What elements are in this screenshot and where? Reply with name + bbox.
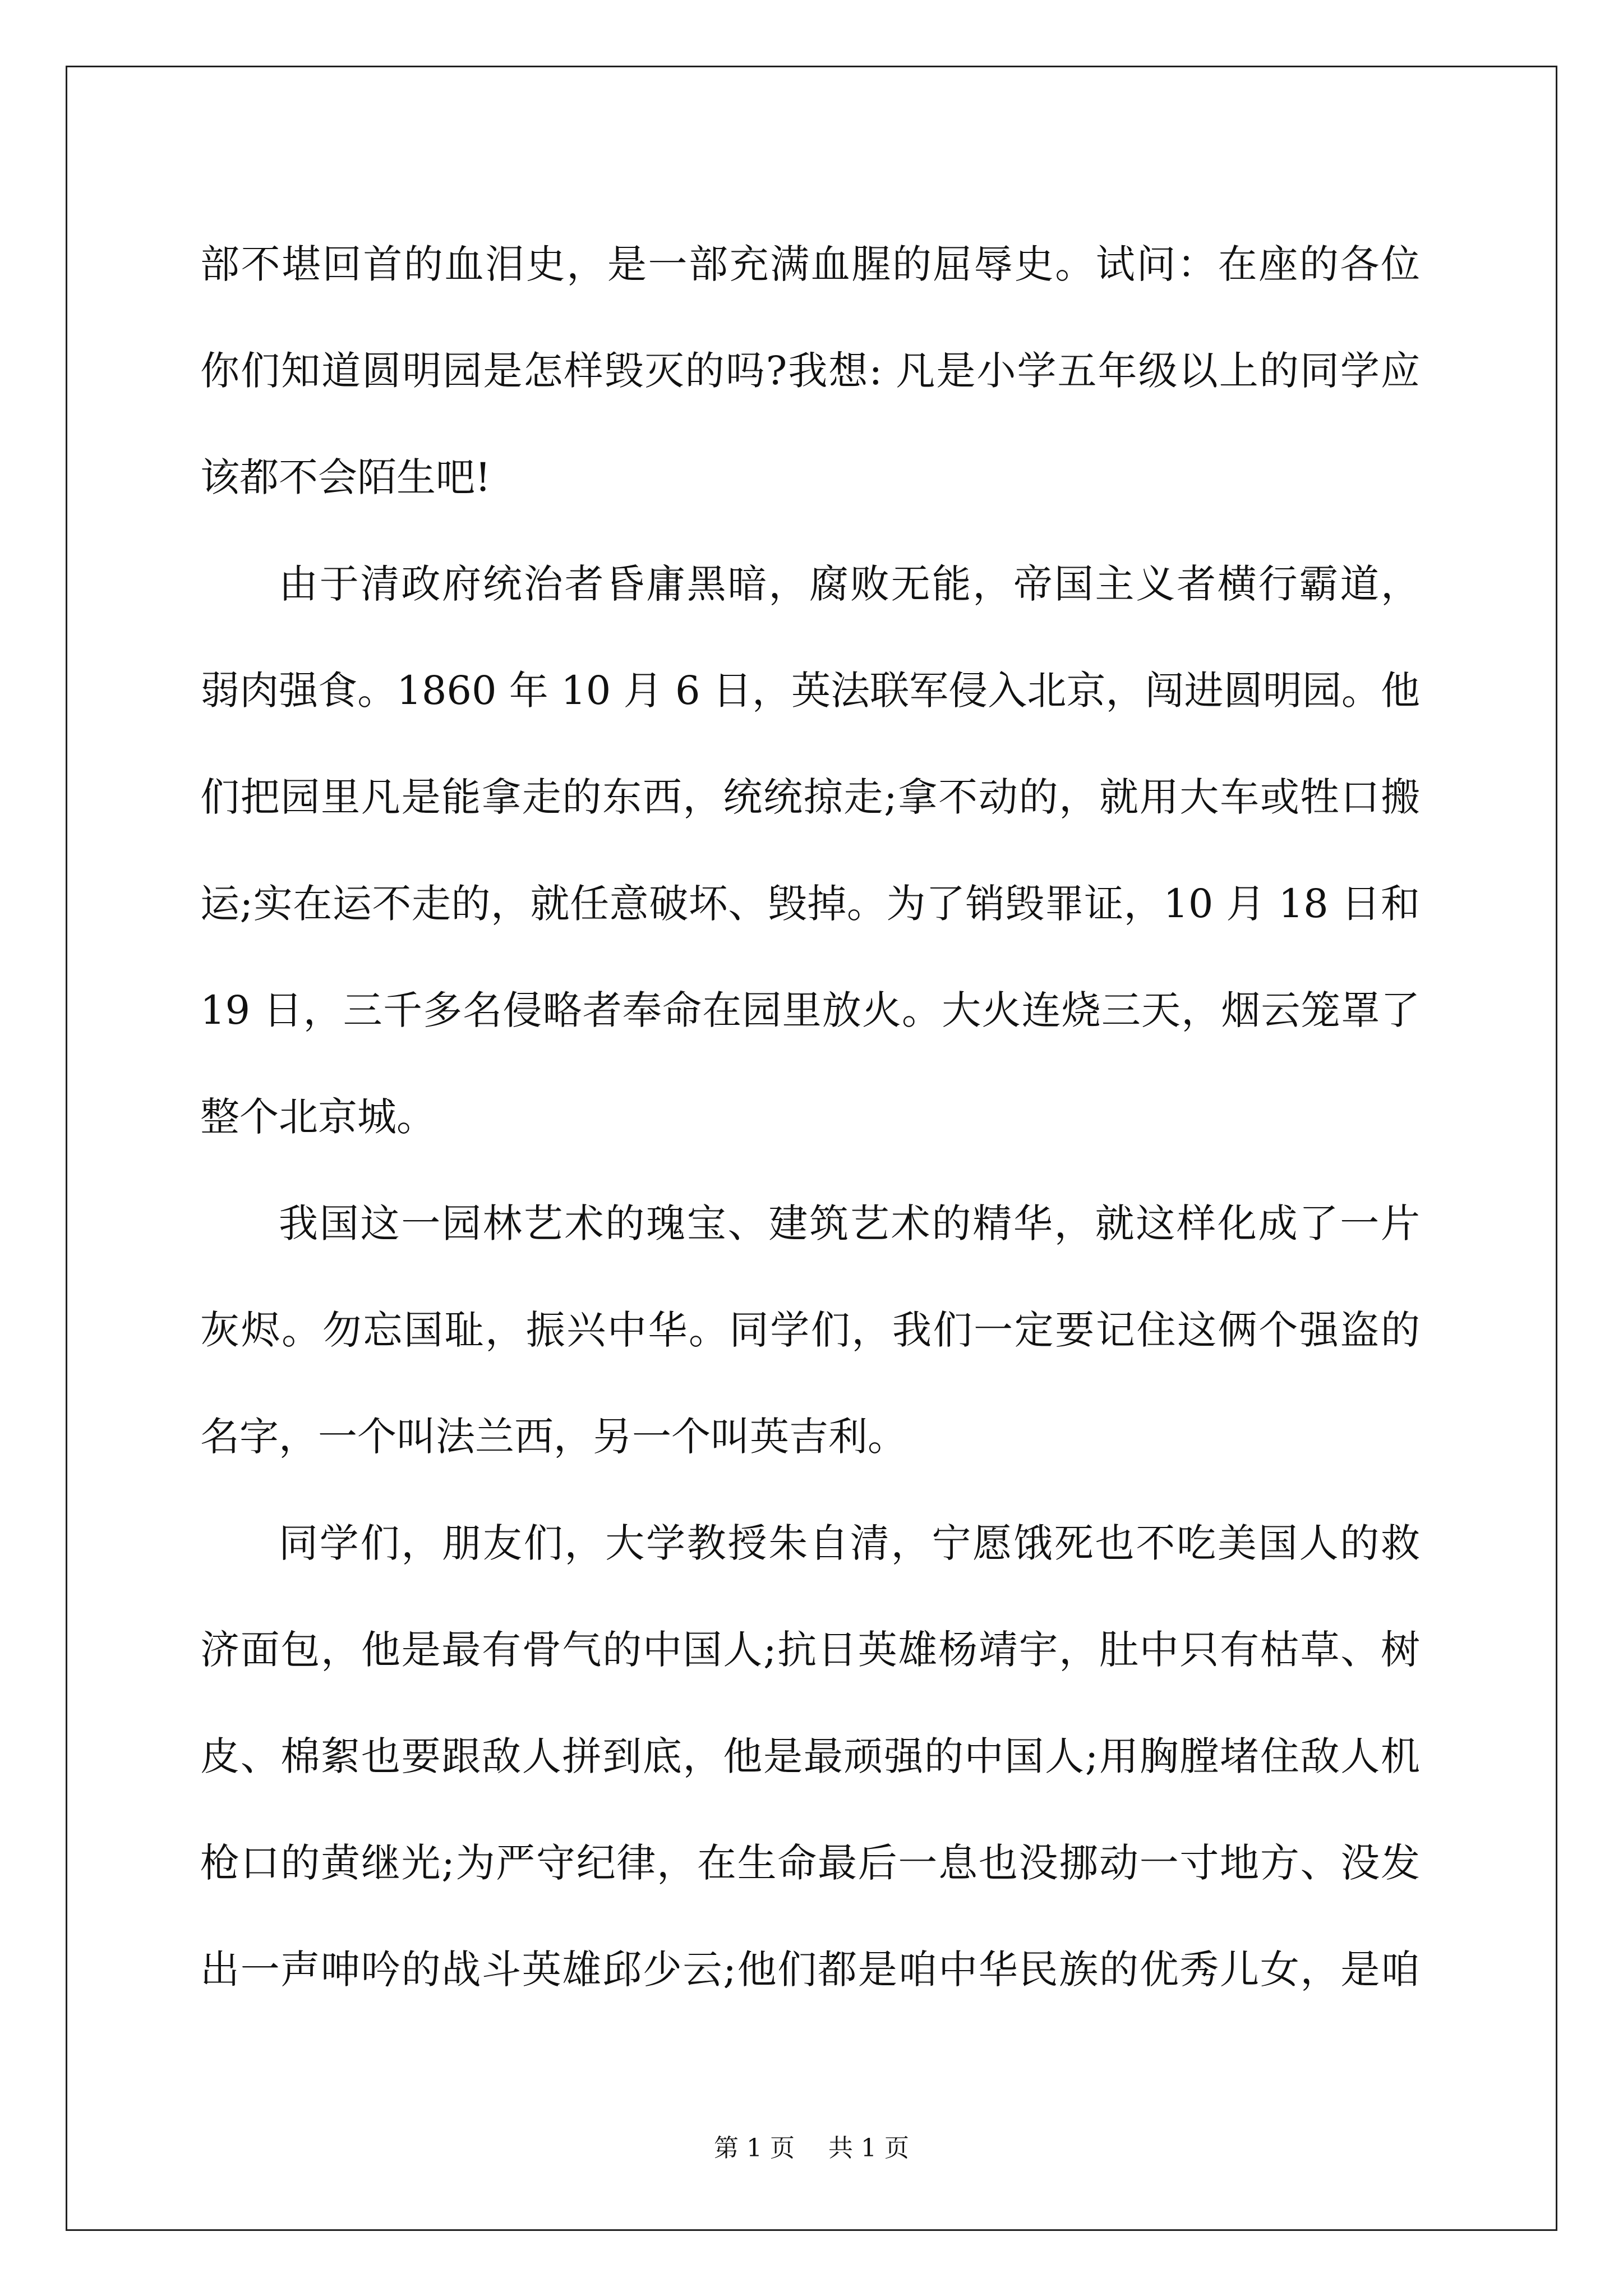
text-line: 运;实在运不走的，就任意破坏、毁掉。为了销毁罪证，10 月 18 日和 <box>200 881 1420 927</box>
paragraph-first-line: 由于清政府统治者昏庸黑暗，腐败无能，帝国主义者横行霸道， <box>279 561 1420 607</box>
page-number: 第 1 页 <box>714 2134 795 2162</box>
document-body <box>200 211 1420 2023</box>
text-line: 你们知道圆明园是怎样毁灭的吗?我想: 凡是小学五年级以上的同学应 <box>200 348 1420 394</box>
text-line: 19 日，三千多名侵略者奉命在园里放火。大火连烧三天，烟云笼罩了 <box>200 987 1420 1033</box>
page-footer <box>0 2132 1623 2165</box>
text-line: 济面包，他是最有骨气的中国人;抗日英雄杨靖宇，肚中只有枯草、树 <box>200 1627 1420 1673</box>
text-line: 出一声呻吟的战斗英雄邱少云;他们都是咱中华民族的优秀儿女，是咱 <box>200 1947 1420 1993</box>
text-line: 部不堪回首的血泪史，是一部充满血腥的屈辱史。试问：在座的各位 <box>200 241 1420 287</box>
text-line: 整个北京城。 <box>200 1094 436 1140</box>
text-line: 弱肉强食。1860 年 10 月 6 日，英法联军侵入北京，闯进圆明园。他 <box>200 668 1420 714</box>
text-line: 们把园里凡是能拿走的东西，统统掠走;拿不动的，就用大车或牲口搬 <box>200 774 1420 820</box>
text-line: 枪口的黄继光;为严守纪律，在生命最后一息也没挪动一寸地方、没发 <box>200 1840 1420 1886</box>
paragraph-first-line: 同学们，朋友们，大学教授朱自清，宁愿饿死也不吃美国人的救 <box>279 1520 1420 1566</box>
text-line: 该都不会陌生吧! <box>200 454 491 500</box>
text-line: 皮、棉絮也要跟敌人拼到底，他是最顽强的中国人;用胸膛堵住敌人机 <box>200 1733 1420 1779</box>
page-total: 共 1 页 <box>828 2134 909 2162</box>
paragraph-first-line: 我国这一园林艺术的瑰宝、建筑艺术的精华，就这样化成了一片 <box>279 1200 1420 1246</box>
text-line: 名字，一个叫法兰西，另一个叫英吉利。 <box>200 1414 907 1460</box>
text-line: 灰烬。勿忘国耻，振兴中华。同学们，我们一定要记住这俩个强盗的 <box>200 1307 1420 1353</box>
